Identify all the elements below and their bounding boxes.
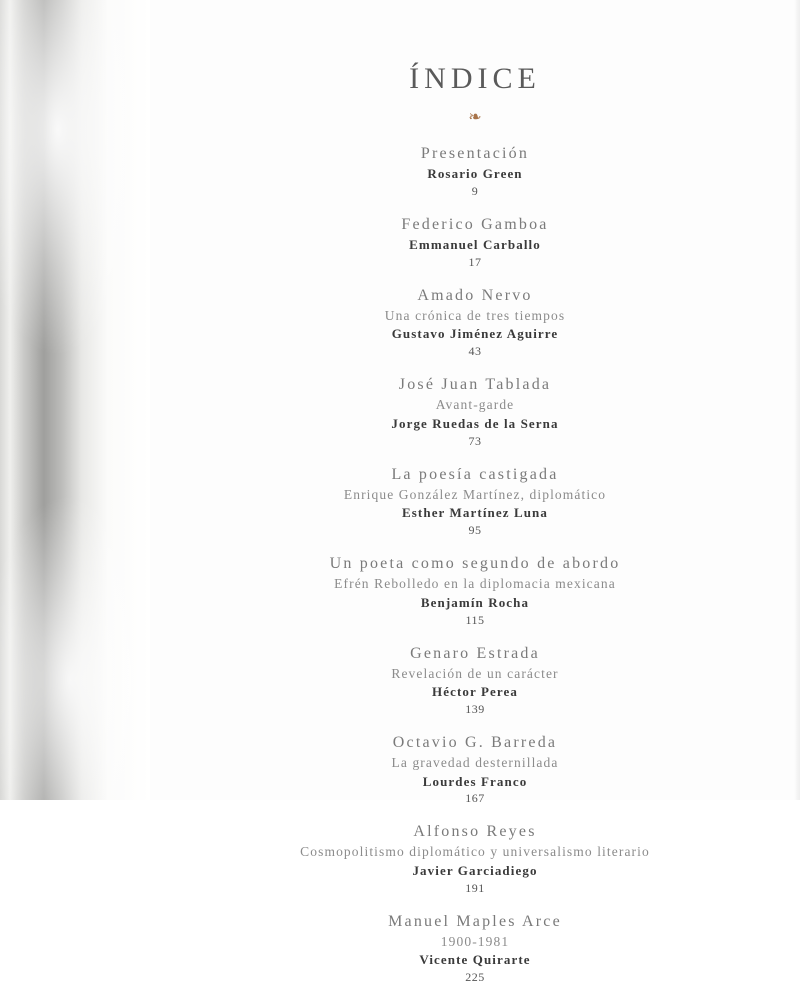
ornament-icon: ❧	[468, 109, 482, 126]
toc-entry-subtitle: Revelación de un carácter	[391, 665, 559, 681]
toc-entry	[150, 822, 800, 895]
toc-entry	[150, 375, 800, 448]
toc-entry	[150, 144, 800, 199]
toc-entry-subtitle: Efrén Rebolledo en la diplomacia mexicana	[334, 576, 616, 592]
toc-entry-page: 17	[468, 254, 482, 269]
toc-entry-author: Rosario Green	[427, 166, 523, 181]
toc-entry-title: José Juan Tablada	[398, 376, 552, 394]
toc-entry-author: Emmanuel Carballo	[409, 236, 541, 252]
toc-entry-subtitle: Cosmopolitismo diplomático y universalismo literario	[300, 844, 650, 860]
toc-entry-title: La poesía castigada	[391, 465, 559, 483]
toc-entry-title: Federico Gamboa	[401, 215, 549, 233]
toc-entry-subtitle: 1900-1981	[440, 933, 510, 949]
toc-entry-author: Esther Martínez Luna	[402, 505, 548, 521]
toc-entry-author: Gustavo Jiménez Aguirre	[391, 326, 559, 342]
toc-entry	[150, 465, 800, 538]
toc-entry-author: Benjamín Rocha	[420, 594, 530, 610]
toc-entry	[150, 286, 800, 359]
toc-entry-title: Manuel Maples Arce	[388, 912, 562, 930]
toc-entry-page: 139	[465, 701, 485, 716]
page-right-edge	[794, 0, 800, 800]
toc-entry-page: 9	[471, 183, 479, 198]
toc-entry-author: Jorge Ruedas de la Serna	[391, 415, 559, 431]
toc-entry-title: Alfonso Reyes	[413, 823, 537, 841]
toc-entry-title: Un poeta como segundo de abordo	[329, 555, 621, 573]
toc-entry-page: 95	[468, 523, 482, 538]
toc-entry-page: 43	[468, 344, 482, 359]
toc-entry-page: 167	[465, 791, 485, 806]
toc-entry-page: 115	[465, 612, 485, 627]
toc-entry-subtitle: Una crónica de tres tiempos	[384, 307, 566, 323]
toc-entry-title: Presentación	[420, 145, 530, 162]
toc-entry	[150, 215, 800, 270]
toc-entry-page: 225	[465, 970, 485, 985]
toc-entry-author: Lourdes Franco	[422, 773, 528, 789]
toc-entry	[150, 912, 800, 985]
toc-entry	[150, 644, 800, 717]
toc-entry-title: Octavio G. Barreda	[392, 733, 558, 751]
toc-entry-subtitle: La gravedad desternillada	[391, 754, 559, 770]
toc-entry-title: Amado Nervo	[417, 286, 533, 304]
toc-entry	[150, 554, 800, 627]
toc-entry	[150, 733, 800, 806]
table-of-contents	[150, 144, 800, 985]
toc-entry-author: Vicente Quirarte	[419, 952, 531, 968]
page-title: ÍNDICE	[409, 62, 541, 95]
toc-entry-page: 191	[465, 880, 485, 895]
toc-entry-page: 73	[468, 433, 482, 448]
toc-entry-author: Héctor Perea	[432, 684, 518, 700]
book-gutter-highlight-bottom	[0, 430, 150, 800]
toc-entry-title: Genaro Estrada	[410, 644, 540, 662]
toc-entry-author: Javier Garciadiego	[412, 862, 538, 878]
page-content	[150, 0, 800, 985]
toc-entry-subtitle: Avant-garde	[435, 397, 515, 413]
toc-entry-subtitle: Enrique González Martínez, diplomático	[343, 486, 607, 502]
